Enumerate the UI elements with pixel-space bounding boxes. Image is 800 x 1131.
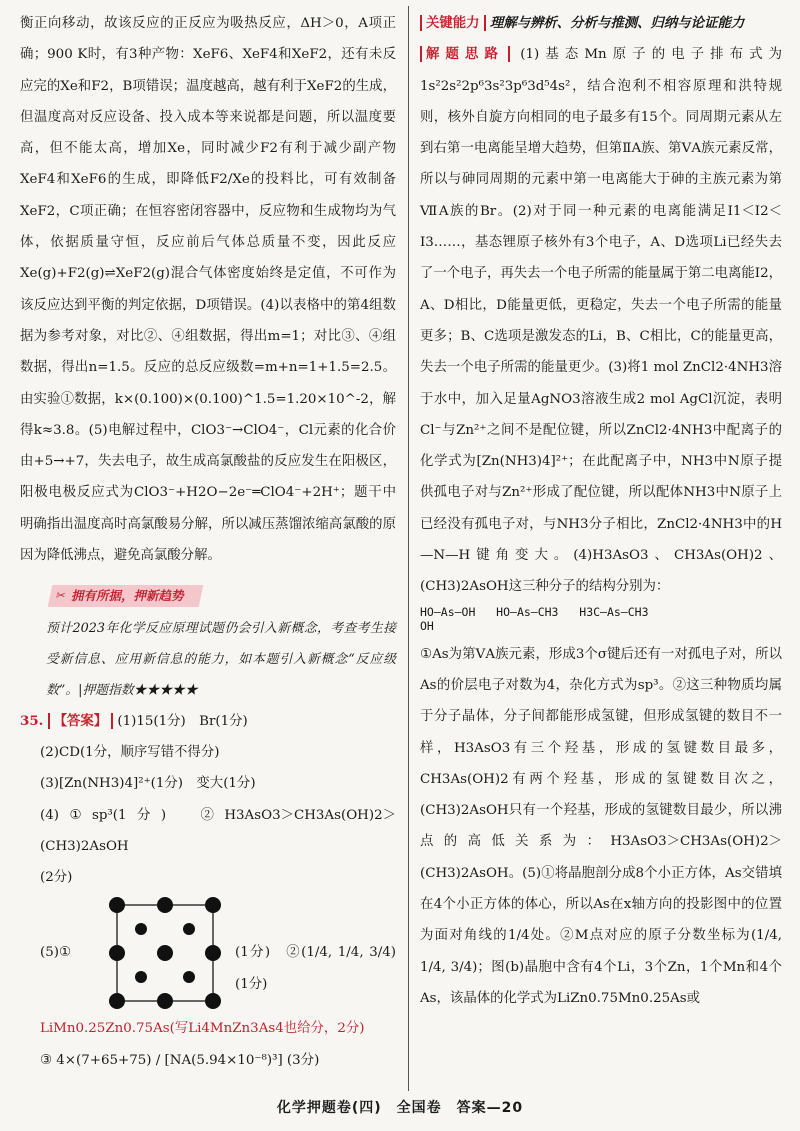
solution-text-2: ①As为第ⅤA族元素，形成3个σ键后还有一对孤电子对，所以As的价层电子对数为4，杂化方式为sp³。②这三种物质均属于分子晶体，分子间都能形成氢键，但形成氢键的数目不一样，H3AsO3有三个羟基，形成的氢键数目最多，CH3As(OH)2有两个羟基，形成的氢键数目次之，(CH3)2AsOH只有一个羟基，形成的氢键数目最少，所以沸点的高低关系为：H3AsO3＞CH3As(OH)2＞(CH3)2AsOH。(5)①将晶胞剖分成8个小正方体，As交错填在4个小正方体的体心，所以As在x轴方向的投影图中的位置为面对角线的1/4处。②M点对应的原子分数坐标为(1/4, 1/4, 3/4)；图(b)晶胞中含有4个Li，3个Zn，1个Mn和4个As，该晶体的化学式为LiZn0.75Mn0.25As或 [420,646,782,1006]
corner-atom [205,897,221,913]
edge-atom [157,897,173,913]
as-atom [183,923,195,935]
as-atom [135,971,147,983]
answer-line-4: (4)①sp³(1分) ②H3AsO3＞CH3As(OH)2＞(CH3)2AsOH [40,807,396,854]
answer-line-1: (1)15(1分) Br(1分) [117,713,248,729]
left-paragraph: 衡正向移动，故该反应的正反应为吸热反应，ΔH＞0，A项正确；900 K时，有3种产物：XeF6、XeF4和XeF2，还有未反应完的Xe和F2，B项错误；温度越高，越有利于XeF2的生成，但温度高对反应设备、投入成本等来说都是问题，所以温度要高，但不能太高，增加Xe，同时减少F2有利于减少副产物XeF4和XeF6的生成，即降低F2/Xe的投料比，可有效制备XeF2，C项正确；在恒容密闭容器中，反应物和生成物均为气体，依据质量守恒，反应前后气体总质量不变，因此反应Xe(g)+F2(g)⇌XeF2(g)混合气体密度始终是定值，不可作为该反应达到平衡的判定依据，D项错误。(4)以表格中的第4组数据为参考对象，对比②、④组数据，得出m=1；对比③、④组数据，得出n=1.5。反应的总反应级数=m+n=1+1.5=2.5。由实验①数据，k×(0.100)×(0.100)^1.5=1.20×10^-2，解得k≈3.8。(5)电解过程中，ClO3⁻→ClO4⁻，Cl元素的化合价由+5→+7，失去电子，故生成高氯酸盐的反应发生在阳极区，阳极电极反应式为ClO3⁻+H2O−2e⁻═ClO4⁻+2H⁺；题干中明确指出温度高时高氯酸易分解，所以减压蒸馏浓缩高氯酸的原因为降低沸点，避免高氯酸分解。 [20,16,396,564]
solution-tag: 解题思路 [420,46,510,62]
answer-line-9: ③ 4×(7+65+75) / [NA(5.94×10⁻⁸)³] (3分) [40,1052,320,1068]
structure-h3aso3: HO—As—OH [420,604,476,619]
as-atom [135,923,147,935]
trend-rating: |押题指数★★★★★ [78,682,198,698]
answer-header [20,706,396,737]
trend-note-text: 预计2023年化学反应原理试题仍会引入新概念，考查考生接受新信息、应用新信息的能力，如本题引入新概念“反应级数”。 [46,620,396,698]
right-column [420,8,782,1014]
as-atom [183,971,195,983]
solution-text-1: (1)基态Mn原子的电子排布式为1s²2s²2p⁶3s²3p⁶3d⁵4s²，结合泡利不相容原理和洪特规则，核外自旋方向相同的电子最多有15个。同周期元素从左到右第一电离能呈增大趋势，但第ⅡA族、第ⅤA族元素反常，所以与砷同周期的元素中第一电离能大于砷的主族元素为第ⅦA族的Br。(2)对于同一种元素的电离能满足I1＜I2＜I3……，基态锂原子核外有3个电子，A、D选项Li已经失去了一个电子，再失去一个电子所需的能量属于第二电离能I2，A、D相比，D能量更低，更稳定，失去一个电子所需的能量更多；B、C选项是激发态的Li，B、C相比，C的能量更高，失去一个电子所需的能量更少。(3)将1 mol ZnCl2·4NH3溶于水中，加入足量AgNO3溶液生成2 mol AgCl沉淀，表明Cl⁻与Zn²⁺之间不是配位键，所以ZnCl2·4NH3中配离子的化学式为[Zn(NH3)4]²⁺；在此配离子中，NH3中N原子提供孤电子对与Zn²⁺形成了配位键，所以配体NH3中N原子上已经没有孤电子对，与NH3分子相比，ZnCl2·4NH3中的H—N—H键角变大。(4)H3AsO3、CH3As(OH)2、(CH3)2AsOH这三种分子的结构分别为： [420,47,782,595]
structure-oh-label: OH [420,618,434,633]
key-ability [420,8,782,39]
molecule-structures [420,605,782,633]
column-divider [408,6,409,1091]
answer-tag: 【答案】 [48,713,114,729]
trend-banner [48,585,203,607]
answer-line-8: LiMn0.25Zn0.75As(写Li4MnZn3As4也给分，2分) [40,1021,365,1037]
answer-line-7: (1分) ②(1/4, 1/4, 3/4)(1分) [235,945,396,992]
corner-atom [205,993,221,1009]
edge-atom [109,945,125,961]
lattice-row [20,893,396,1013]
corner-atom [109,993,125,1009]
structure-ch32asoh: H3C—As—CH3 [579,604,649,619]
edge-atom [205,945,221,961]
answer-line-5: (2分) [40,870,73,886]
banner-icon: ✂ [54,589,67,603]
lattice-projection-diagram [105,893,225,1013]
key-ability-text: 理解与辨析、分析与推测、归纳与论证能力 [489,15,745,31]
center-atom [157,945,173,961]
left-column [20,8,396,1076]
structure-ch3asoh2: HO—As—CH3 [496,604,559,619]
answer-line-2: (2)CD(1分，顺序写错不得分) [40,744,220,760]
answer-line-6: (5)① [40,945,71,961]
page-footer: 化学押题卷(四) 全国卷 答案—20 [276,1100,524,1116]
trend-note [20,613,396,706]
question-number: 35. [20,712,44,729]
answer-line-3: (3)[Zn(NH3)4]²⁺(1分) 变大(1分) [40,776,256,792]
corner-atom [109,897,125,913]
banner-text: 拥有所据，押新趋势 [70,588,187,604]
solution-paragraph-1 [420,39,782,602]
edge-atom [157,993,173,1009]
key-ability-tag: 关键能力 [420,15,486,31]
